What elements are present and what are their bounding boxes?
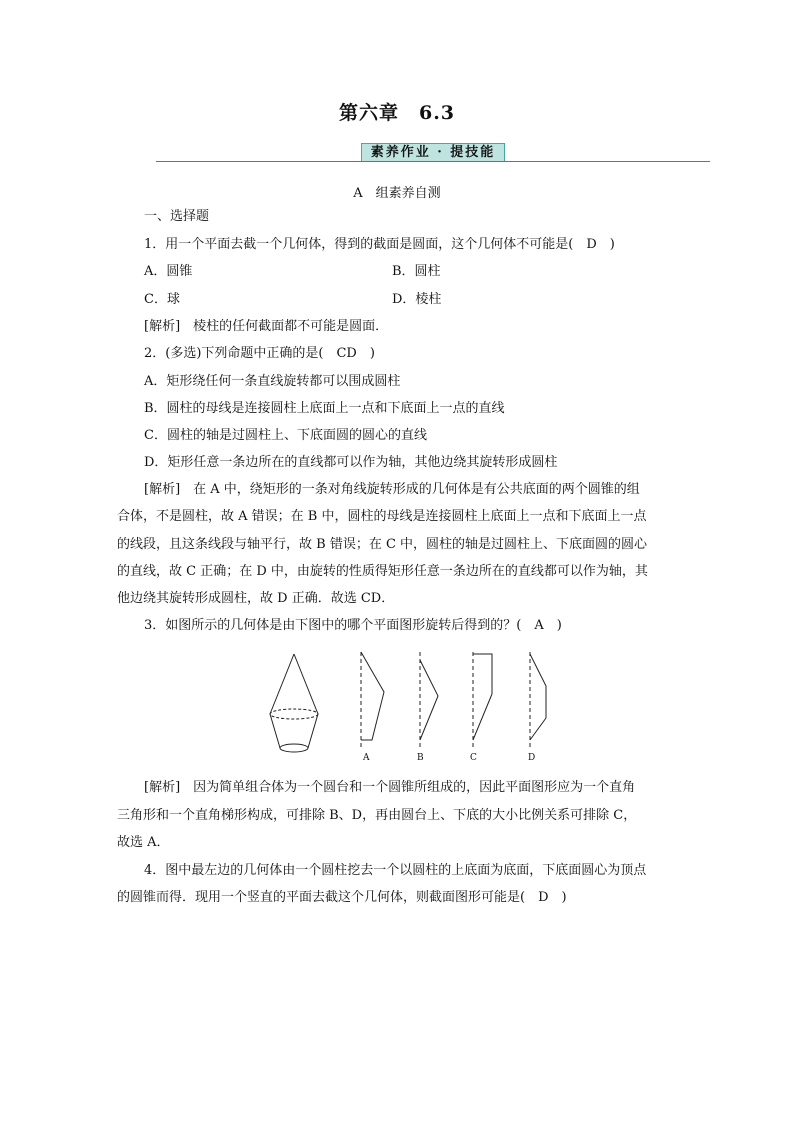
q3-figure: [260, 648, 560, 768]
header-divider: [156, 161, 710, 162]
q2-option-b: B．圆柱的母线是连接圆柱上底面上一点和下底面上一点的直线: [144, 401, 505, 416]
q2-analysis-line: 他边绕其旋转形成圆柱，故 D 正确．故选 CD．: [117, 591, 395, 606]
figure-label-d: D: [528, 753, 536, 763]
q2-analysis-line: 合体，不是圆柱，故 A 错误；在 B 中，圆柱的母线是连接圆柱上底面上一点和下底面上一点: [117, 509, 647, 524]
section-title: 一、选择题: [144, 209, 210, 224]
q2-stem: 2．(多选)下列命题中正确的是( CD ): [144, 346, 375, 361]
q1-analysis: [解析] 棱柱的任何截面都不可能是圆面．: [144, 319, 389, 334]
q3-analysis-line: 三角形和一个直角梯形构成，可排除 B、D，再由圆台上、下底的大小比例关系可排除 C，: [117, 808, 637, 823]
figure-label-b: B: [417, 753, 424, 763]
section-badge: 素养作业 · 提技能: [361, 143, 505, 162]
q4-stem-line: 4．图中最左边的几何体由一个圆柱挖去一个以圆柱的上底面为底面，下底面圆心为顶点: [144, 863, 647, 878]
figure-label-a: A: [363, 753, 370, 763]
option-c-shape: [473, 652, 492, 748]
q3-stem: 3．如图所示的几何体是由下图中的哪个平面图形旋转后得到的？( A ): [144, 618, 562, 633]
option-b-shape: [420, 652, 438, 748]
cone-frustum-solid: [270, 654, 318, 752]
chapter-title: 第六章 6.3: [338, 102, 456, 124]
q2-analysis-line: 的线段，且这条线段与轴平行，故 B 错误；在 C 中，圆柱的轴是过圆柱上、下底面圆的圆心: [117, 537, 648, 552]
q4-stem-line: 的圆锥而得．现用一个竖直的平面去截这个几何体，则截面图形可能是( D ): [117, 890, 567, 905]
q2-option-c: C．圆柱的轴是过圆柱上、下底面圆的圆心的直线: [144, 428, 427, 443]
q1-option-d: D．棱柱: [392, 292, 442, 307]
q3-analysis-line: 故选 A．: [117, 835, 170, 850]
q2-option-d: D．矩形任意一条边所在的直线都可以作为轴，其他边绕其旋转形成圆柱: [144, 455, 558, 470]
q1-option-b: B．圆柱: [392, 264, 441, 279]
group-title: A 组素养自测: [353, 186, 441, 201]
figure-label-c: C: [470, 753, 477, 763]
q3-analysis-line: [解析] 因为简单组合体为一个圆台和一个圆锥所组成的，因此平面图形应为一个直角: [144, 780, 636, 795]
q1-stem: 1．用一个平面去截一个几何体，得到的截面是圆面，这个几何体不可能是( D ): [144, 237, 615, 252]
q2-option-a: A．矩形绕任何一条直线旋转都可以围成圆柱: [144, 374, 401, 389]
q2-analysis-line: [解析] 在 A 中，绕矩形的一条对角线旋转形成的几何体是有公共底面的两个圆锥的组: [144, 482, 640, 497]
option-d-shape: [530, 652, 546, 748]
q1-option-c: C．球: [144, 292, 180, 307]
option-a-shape: [361, 652, 384, 748]
q2-analysis-line: 的直线，故 C 正确；在 D 中，由旋转的性质得矩形任意一条边所在的直线都可以作为轴，其: [117, 564, 648, 579]
q1-option-a: A．圆锥: [144, 264, 193, 279]
